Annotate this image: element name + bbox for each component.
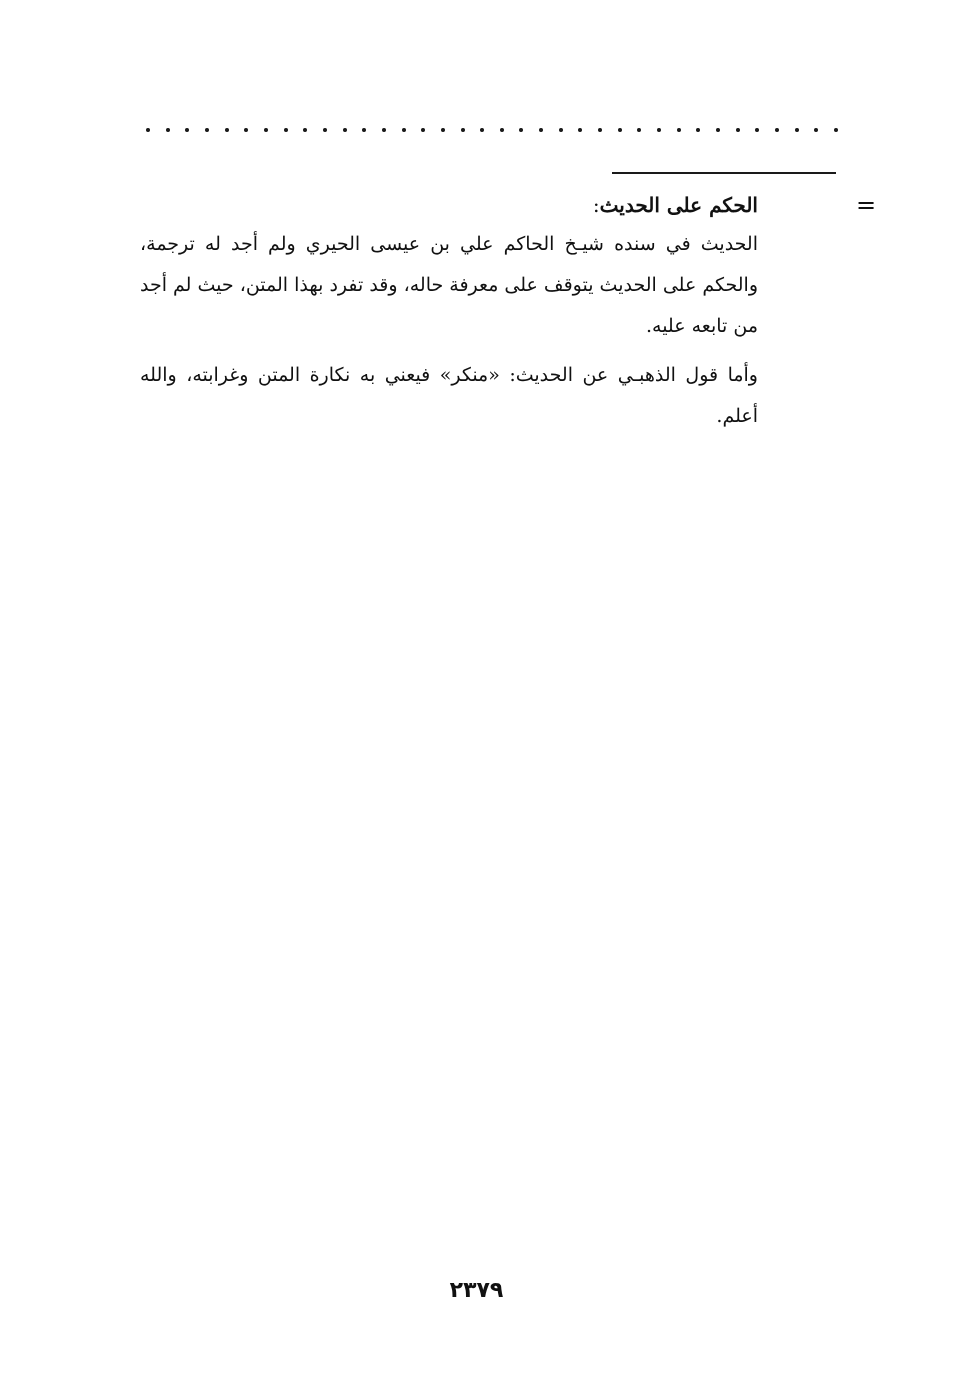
separator-dot <box>146 128 150 132</box>
continuation-marker: = <box>856 191 877 219</box>
separator-dot <box>461 128 465 132</box>
page-number: ٢٣٧٩ <box>449 1278 504 1303</box>
separator-dot <box>421 128 425 132</box>
separator-dot <box>382 128 386 132</box>
separator-dot <box>716 128 720 132</box>
separator-dot <box>696 128 700 132</box>
separator-dot <box>578 128 582 132</box>
separator-dot <box>677 128 681 132</box>
separator-dot <box>657 128 661 132</box>
separator-dot <box>755 128 759 132</box>
section-heading-text: الحكم على الحديث <box>599 193 758 217</box>
separator-dot <box>244 128 248 132</box>
separator-dot <box>284 128 288 132</box>
separator-dot <box>814 128 818 132</box>
ruling-section <box>140 188 758 445</box>
section-heading <box>140 188 758 224</box>
separator-dot <box>362 128 366 132</box>
separator-dot <box>225 128 229 132</box>
footnote-rule <box>612 172 836 174</box>
separator-dot <box>519 128 523 132</box>
separator-dot <box>775 128 779 132</box>
paragraph-ruling: الحديث في سنده شيـخ الحاكم علي بن عيسى الحيري ولم أجد له ترجمة، والحكم على الحديث يتوقف على معرفة حاله، وقد تفرد بهذا المتن، حيث لم أجد من تابعه عليه. <box>140 233 758 337</box>
separator-dot <box>343 128 347 132</box>
separator-dot <box>185 128 189 132</box>
separator-dot <box>559 128 563 132</box>
separator-dot <box>323 128 327 132</box>
paragraph-dhahabi: وأما قول الذهبـي عن الحديث: «منكر» فيعني به نكارة المتن وغرابته، والله أعلم. <box>140 364 758 427</box>
separator-dot <box>598 128 602 132</box>
separator-dot <box>618 128 622 132</box>
separator-dot <box>500 128 504 132</box>
separator-dot <box>834 128 838 132</box>
separator-dot <box>264 128 268 132</box>
separator-dot <box>480 128 484 132</box>
separator-dot <box>795 128 799 132</box>
dotted-separator <box>146 118 838 142</box>
separator-dot <box>166 128 170 132</box>
separator-dot <box>441 128 445 132</box>
separator-dot <box>303 128 307 132</box>
separator-dot <box>736 128 740 132</box>
separator-dot <box>637 128 641 132</box>
separator-dot <box>402 128 406 132</box>
section-heading-colon: : <box>592 193 600 217</box>
separator-dot <box>205 128 209 132</box>
separator-dot <box>539 128 543 132</box>
